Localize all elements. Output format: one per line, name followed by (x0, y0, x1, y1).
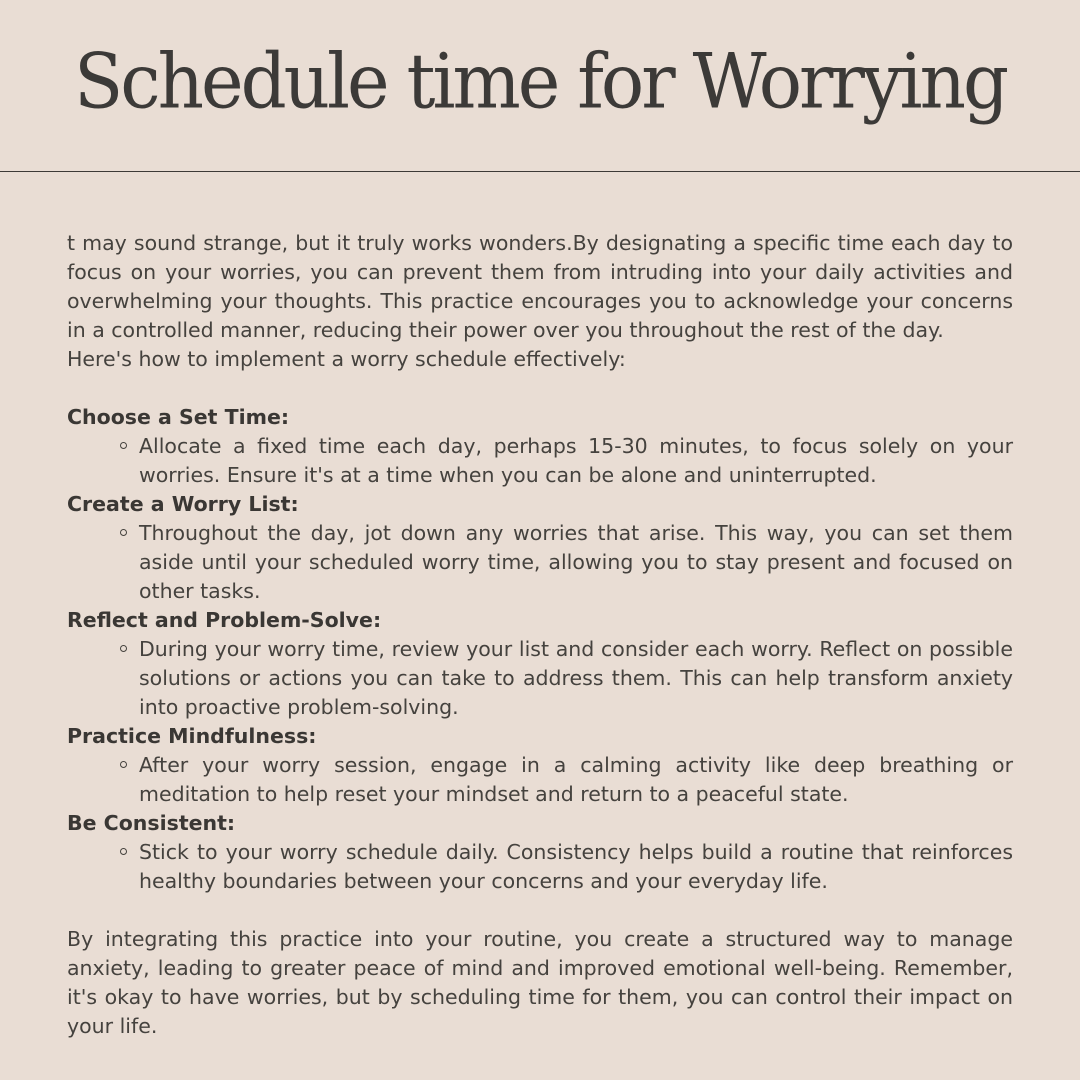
hollow-circle-bullet-icon (120, 645, 127, 652)
step-text: During your worry time, review your list and consider each worry. Reflect on possible solutions or actions you can take to address them. This can help transform anxiety into proactive problem-solving. (139, 637, 1013, 719)
hollow-circle-bullet-icon (120, 848, 127, 855)
intro-lead-in: Here's how to implement a worry schedule effectively: (67, 347, 626, 371)
article-body (67, 229, 1013, 1041)
step-bullet (67, 635, 1013, 722)
step-bullet (67, 432, 1013, 490)
step-text: Allocate a fixed time each day, perhaps 15-30 minutes, to focus solely on your worries. Ensure it's at a time when you can be alone and uninterrupted. (139, 434, 1013, 487)
step-heading: Be Consistent: (67, 811, 236, 835)
conclusion-paragraph: By integrating this practice into your routine, you create a structured way to manage anxiety, leading to greater peace of mind and improved emotional well-being. Remember, it's okay to have worries, but by scheduling time for them, you can control their impact on your life. (67, 927, 1013, 1038)
step-heading: Choose a Set Time: (67, 405, 290, 429)
step-text: Throughout the day, jot down any worries that arise. This way, you can set them aside until your scheduled worry time, allowing you to stay present and focused on other tasks. (139, 521, 1013, 603)
step-heading: Practice Mindfulness: (67, 724, 317, 748)
step-heading: Create a Worry List: (67, 492, 299, 516)
step-text: Stick to your worry schedule daily. Consistency helps build a routine that reinforces healthy boundaries between your concerns and your everyday life. (139, 840, 1013, 893)
spacer (67, 374, 1013, 403)
step-bullet (67, 751, 1013, 809)
page-title: Schedule time for Worrying (73, 36, 1007, 126)
hollow-circle-bullet-icon (120, 761, 127, 768)
hollow-circle-bullet-icon (120, 529, 127, 536)
step-bullet (67, 519, 1013, 606)
header (0, 0, 1080, 172)
intro-paragraph: t may sound strange, but it truly works wonders.By designating a specific time each day to focus on your worries, you can prevent them from intruding into your daily activities and overwhelming your thoughts. This practice encourages you to acknowledge your concerns in a controlled manner, reducing their power over you throughout the rest of the day. (67, 231, 1013, 342)
step-heading: Reflect and Problem-Solve: (67, 608, 382, 632)
step-bullet (67, 838, 1013, 896)
hollow-circle-bullet-icon (120, 442, 127, 449)
step-text: After your worry session, engage in a calming activity like deep breathing or meditation to help reset your mindset and return to a peaceful state. (139, 753, 1013, 806)
spacer (67, 896, 1013, 925)
